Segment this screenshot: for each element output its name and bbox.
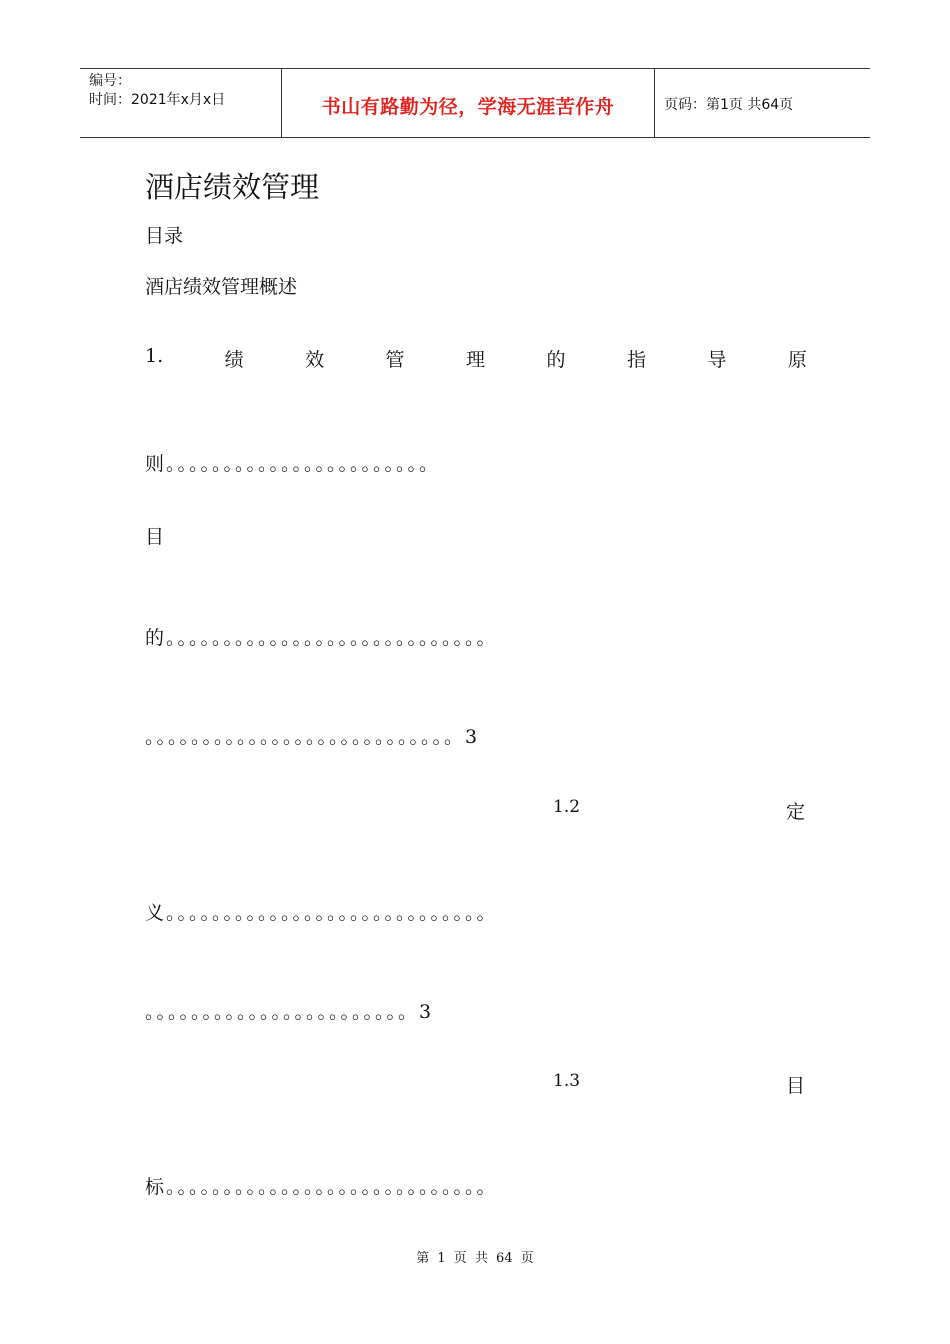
toc-line: 则。。。。。。。。。。。。。。。。。。。。。。。: [145, 453, 441, 475]
toc-line: 标。。。。。。。。。。。。。。。。。。。。。。。。。。。。: [145, 1176, 498, 1198]
toc-line: 目: [786, 1075, 808, 1097]
toc-section-number: 1.2: [553, 797, 581, 817]
header-meta: [89, 72, 225, 110]
toc-line: 。。。。。。。。。。。。。。。。。。。。。。。3: [145, 1001, 434, 1023]
section1-word: 管: [385, 349, 405, 371]
section1-word: 1.: [145, 345, 164, 367]
toc-section-number: 1.3: [553, 1071, 581, 1091]
page-header: [80, 68, 870, 138]
section1-word: 的: [546, 349, 566, 371]
page-footer: 第 1 页 共 64 页: [416, 1251, 534, 1266]
section1-word: 导: [707, 349, 727, 371]
toc-line: 的。。。。。。。。。。。。。。。。。。。。。。。。。。。。: [145, 627, 498, 649]
toc-line: 义。。。。。。。。。。。。。。。。。。。。。。。。。。。。: [145, 902, 498, 924]
toc-line: 目: [145, 526, 167, 548]
section1-word: 效: [305, 349, 325, 371]
header-page-info: 页码：第1页 共64页: [664, 97, 794, 113]
overview-heading: 酒店绩效管理概述: [145, 276, 298, 298]
header-number-label: 编号：: [89, 73, 131, 89]
section1-word: 原: [787, 349, 807, 371]
toc-line: 定: [786, 801, 808, 823]
document-title: 酒店绩效管理: [145, 170, 320, 204]
header-motto: 书山有路勤为径，学海无涯苦作舟: [321, 96, 615, 118]
section1-word: 理: [466, 349, 486, 371]
section1-word: 指: [626, 349, 646, 371]
toc-line: 。。。。。。。。。。。。。。。。。。。。。。。。。。。3: [145, 726, 480, 748]
header-time-label: 时间：2021年x月x日: [89, 92, 226, 108]
section1-word: 绩: [224, 349, 244, 371]
header-divider: [654, 69, 655, 137]
toc-heading: 目录: [145, 225, 184, 247]
section1-heading: [145, 345, 807, 372]
